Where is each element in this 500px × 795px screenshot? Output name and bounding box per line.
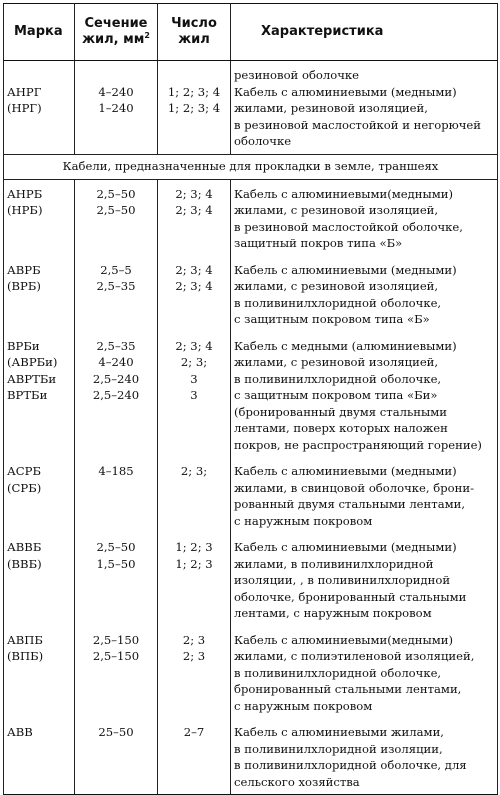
- section-title: Кабели, предназначенные для прокладки в земле, траншеях: [4, 154, 498, 179]
- table-row: [4, 533, 498, 626]
- cell-section: 2,5–5 2,5–35: [75, 256, 158, 332]
- cell-mark: АВВБ (ВВБ): [4, 533, 75, 626]
- cell-description: Кабель с медными (алюминиевыми) жилами, с резиновой изоляцией, в поливинилхлоридной оболочке, с защитным покровом типа «Би» (бронированный двумя стальными лентами, поверх которых наложен покров, не распространяющий горение): [231, 332, 498, 458]
- header-count: Число жил: [158, 4, 231, 61]
- cell-section: 4–240 1–240: [75, 61, 158, 155]
- table-row: [4, 626, 498, 719]
- cell-count: 1; 2; 3 1; 2; 3: [158, 533, 231, 626]
- cell-section: 2,5–35 4–240 2,5–240 2,5–240: [75, 332, 158, 458]
- cell-mark: АНРГ (НРГ): [4, 61, 75, 155]
- cell-section: 4–185: [75, 457, 158, 533]
- cell-section: 25–50: [75, 718, 158, 795]
- cell-description: Кабель с алюминиевыми (медными) жилами, в поливинилхлоридной изоляции, , в поливинилхлоридной оболочке, бронированный стальными лентами, с наружным покровом: [231, 533, 498, 626]
- header-mark: Марка: [4, 4, 75, 61]
- cable-table: [3, 3, 498, 795]
- cell-mark: ВРБи (АВРБи) АВРТБи ВРТБи: [4, 332, 75, 458]
- header-characteristic: Характеристика: [231, 4, 498, 61]
- cell-mark: АСРБ (СРБ): [4, 457, 75, 533]
- cell-count: 2; 3; 4 2; 3; 4: [158, 256, 231, 332]
- table-row: [4, 61, 498, 155]
- cell-description: Кабель с алюминиевыми жилами, в поливинилхлоридной изоляции, в поливинилхлоридной оболочке, для сельского хозяйства: [231, 718, 498, 795]
- header-section: Сечение жил, $мм^2$: [75, 4, 158, 61]
- cell-description: резиновой оболочке Кабель с алюминиевыми (медными) жилами, резиновой изоляцией, в резиновой маслостойкой и негорючей оболочке: [231, 61, 498, 155]
- cell-description: Кабель с алюминиевыми(медными) жилами, с полиэтиленовой изоляцией, в поливинилхлоридной оболочке, бронированный стальными лентами, с наружным покровом: [231, 626, 498, 719]
- cell-section: 2,5–50 1,5–50: [75, 533, 158, 626]
- cell-count: 1; 2; 3; 4 1; 2; 3; 4: [158, 61, 231, 155]
- cell-count: 2; 3; 4 2; 3; 3 3: [158, 332, 231, 458]
- cell-count: 2–7: [158, 718, 231, 795]
- table-header-row: [4, 4, 498, 61]
- cell-mark: АНРБ (НРБ): [4, 179, 75, 256]
- section-row: [4, 154, 498, 179]
- cell-mark: АВПБ (ВПБ): [4, 626, 75, 719]
- cell-count: 2; 3 2; 3: [158, 626, 231, 719]
- cell-section: 2,5–50 2,5–50: [75, 179, 158, 256]
- table-row: [4, 718, 498, 795]
- table-row: [4, 332, 498, 458]
- cell-count: 2; 3; 4 2; 3; 4: [158, 179, 231, 256]
- table-row: [4, 457, 498, 533]
- cell-description: Кабель с алюминиевыми (медными) жилами, в свинцовой оболочке, брони- рованный двумя стальными лентами, с наружным покровом: [231, 457, 498, 533]
- cell-description: Кабель с алюминиевыми (медными) жилами, с резиновой изоляцией, в поливинилхлоридной оболочке, с защитным покровом типа «Б»: [231, 256, 498, 332]
- cell-mark: АВРБ (ВРБ): [4, 256, 75, 332]
- table-row: [4, 179, 498, 256]
- cell-count: 2; 3;: [158, 457, 231, 533]
- cell-mark: АВВ: [4, 718, 75, 795]
- cell-description: Кабель с алюминиевыми(медными) жилами, с резиновой изоляцией, в резиновой маслостойкой оболочке, защитный покров типа «Б»: [231, 179, 498, 256]
- table-row: [4, 256, 498, 332]
- cell-section: 2,5–150 2,5–150: [75, 626, 158, 719]
